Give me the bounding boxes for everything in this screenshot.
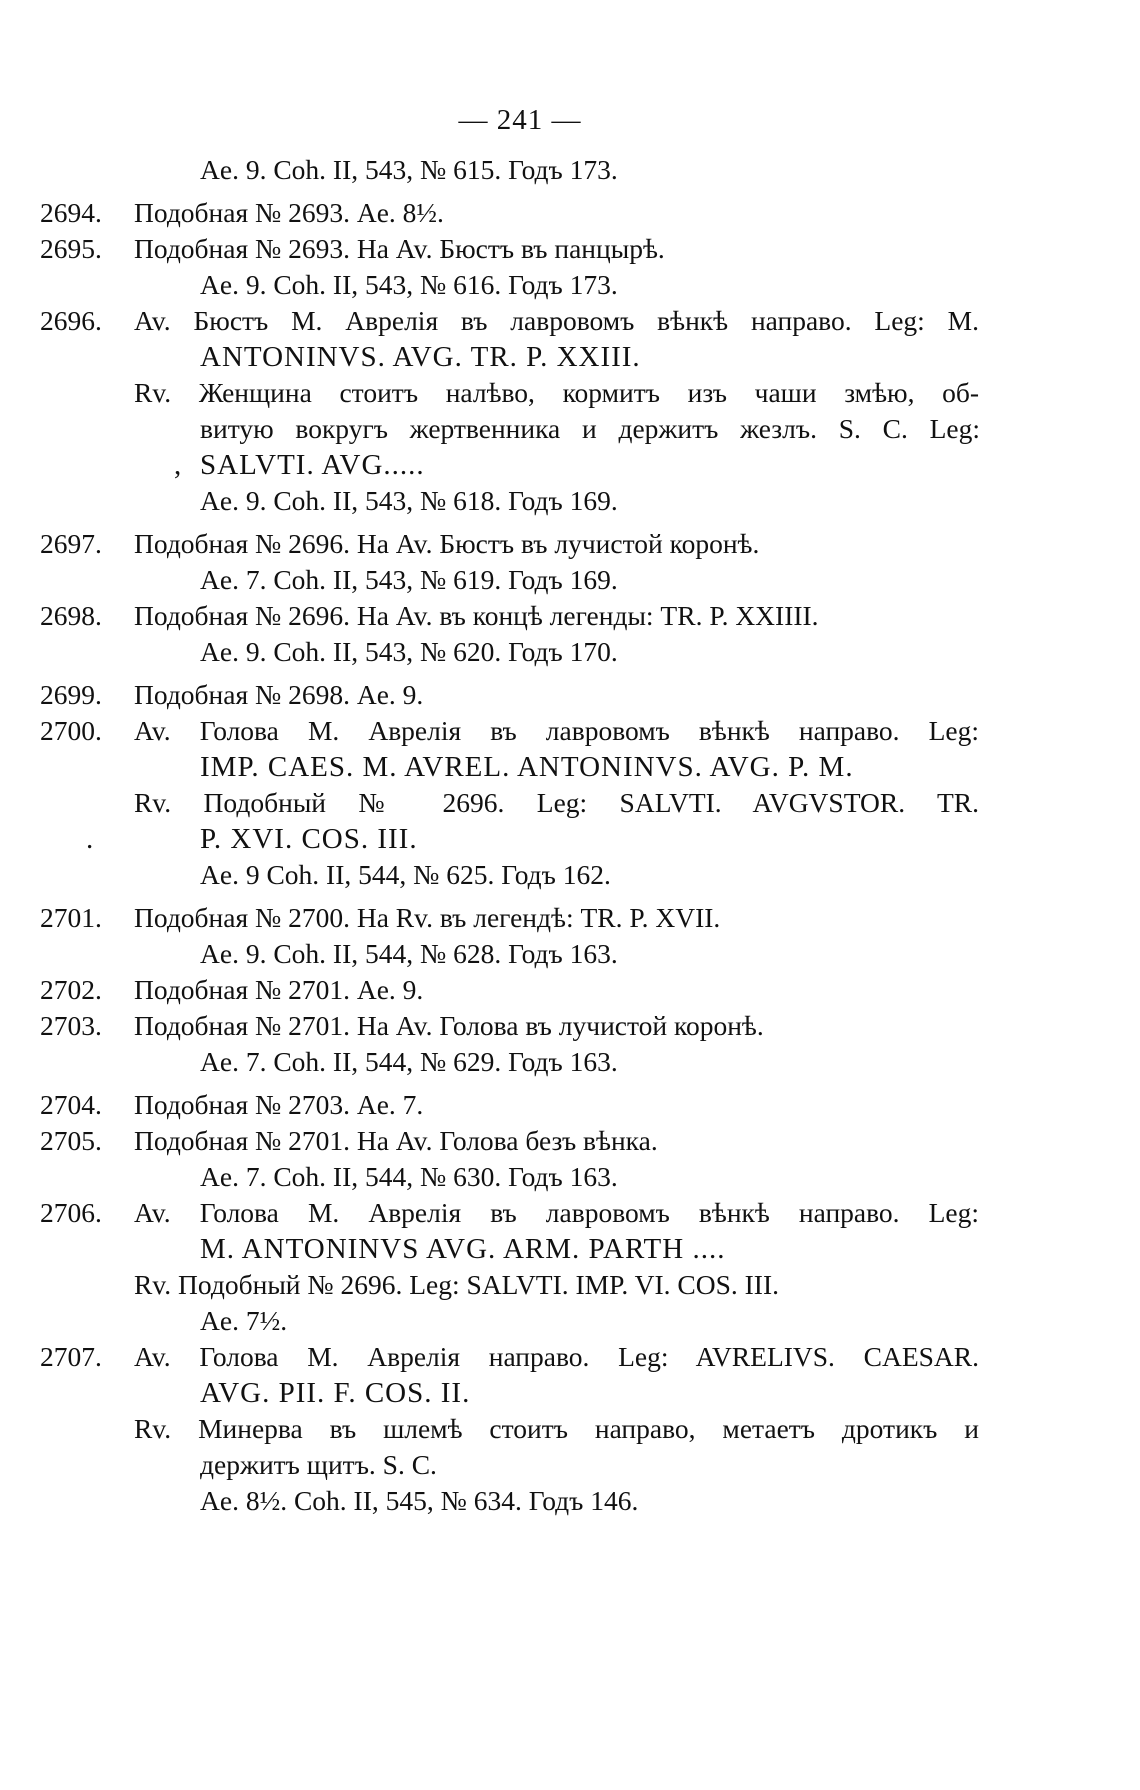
entry-number: 2695. [40, 233, 102, 264]
entry-number: 2700. [40, 715, 102, 746]
line-text: Подобная № 2701. Ae. 9. [134, 974, 424, 1005]
line-text: P. XVI. COS. III. [200, 823, 418, 855]
entry-number: 2699. [40, 679, 102, 710]
entry-number: 2694. [40, 197, 102, 228]
page-number: — 241 — [458, 104, 582, 136]
line-text: Подобная № 2703. Ae. 7. [134, 1089, 424, 1120]
line-text: Подобная № 2701. На Av. Голова безъ вѣнка. [134, 1125, 658, 1156]
line-text: Av. Бюстъ М. Аврелія въ лавровомъ вѣнкѣ направо. Leg: M. [134, 305, 979, 336]
line-text: Ae. 8½. Coh. II, 545, № 634. Годъ 146. [200, 1485, 639, 1516]
line-text: Av. Голова М. Аврелія направо. Leg: AVRELIVS. CAESAR. [134, 1341, 979, 1372]
line-text: Ae. 9. Coh. II, 544, № 628. Годъ 163. [200, 938, 618, 969]
margin-mark: , [174, 449, 183, 481]
line-text: Av. Голова М. Аврелія въ лавровомъ вѣнкѣ направо. Leg: [134, 715, 979, 746]
entry-number: 2705. [40, 1125, 102, 1156]
line-text: M. ANTONINVS AVG. ARM. PARTH .... [200, 1233, 726, 1265]
line-text: Ae. 7½. [200, 1305, 288, 1336]
entry-number: 2703. [40, 1010, 102, 1041]
entry-number: 2704. [40, 1089, 102, 1120]
entry-number: 2707. [40, 1341, 102, 1372]
line-text: Подобная № 2701. На Av. Голова въ лучистой коронѣ. [134, 1010, 764, 1041]
entry-number: 2701. [40, 902, 102, 933]
line-text: Rv. Женщина стоитъ налѣво, кормитъ изъ чаши змѣю, об- [134, 377, 979, 408]
line-text: Подобная № 2696. На Av. въ концѣ легенды: TR. P. XXIIII. [134, 600, 819, 631]
entry-number: 2696. [40, 305, 102, 336]
line-text: Подобная № 2698. Ae. 9. [134, 679, 424, 710]
entry-number: 2706. [40, 1197, 102, 1228]
line-text: Ae. 7. Coh. II, 544, № 630. Годъ 163. [200, 1161, 618, 1192]
entry-number: 2697. [40, 528, 102, 559]
entry-number: 2702. [40, 974, 102, 1005]
line-text: Ae. 7. Coh. II, 544, № 629. Годъ 163. [200, 1046, 618, 1077]
line-text: Ae. 9. Coh. II, 543, № 616. Годъ 173. [200, 269, 618, 300]
line-text: ANTONINVS. AVG. TR. P. XXIII. [200, 341, 641, 373]
line-text: Подобная № 2700. На Rv. въ легендѣ: TR. P. XVII. [134, 902, 721, 933]
line-text: витую вокругъ жертвенника и держитъ жезлъ. S. C. Leg: [200, 413, 980, 444]
line-text: Rv. Подобный № 2696. Leg: SALVTI. IMP. VI. COS. III. [134, 1269, 779, 1300]
line-text: Ae. 9. Coh. II, 543, № 615. Годъ 173. [200, 154, 618, 185]
line-text: Подобная № 2693. На Av. Бюстъ въ панцырѣ. [134, 233, 665, 264]
line-text: AVG. PII. F. COS. II. [200, 1377, 471, 1409]
line-text: Подобная № 2693. Ae. 8½. [134, 197, 444, 228]
line-text: Подобная № 2696. На Av. Бюстъ въ лучистой коронѣ. [134, 528, 760, 559]
line-text: Rv. Подобный № 2696. Leg: SALVTI. AVGVSTOR. TR. [134, 787, 979, 818]
entry-number: 2698. [40, 600, 102, 631]
margin-mark: . [86, 823, 95, 855]
line-text: Av. Голова М. Аврелія въ лавровомъ вѣнкѣ направо. Leg: [134, 1197, 979, 1228]
line-text: SALVTI. AVG..... [200, 449, 425, 481]
line-text: держитъ щитъ. S. C. [200, 1449, 437, 1480]
line-text: Ae. 7. Coh. II, 543, № 619. Годъ 169. [200, 564, 618, 595]
line-text: Ae. 9. Coh. II, 543, № 618. Годъ 169. [200, 485, 618, 516]
line-text: Ae. 9 Coh. II, 544, № 625. Годъ 162. [200, 859, 611, 890]
line-text: Ae. 9. Coh. II, 543, № 620. Годъ 170. [200, 636, 618, 667]
line-text: IMP. CAES. M. AVREL. ANTONINVS. AVG. P. M. [200, 751, 854, 783]
line-text: Rv. Минерва въ шлемѣ стоитъ направо, метаетъ дротикъ и [134, 1413, 979, 1444]
